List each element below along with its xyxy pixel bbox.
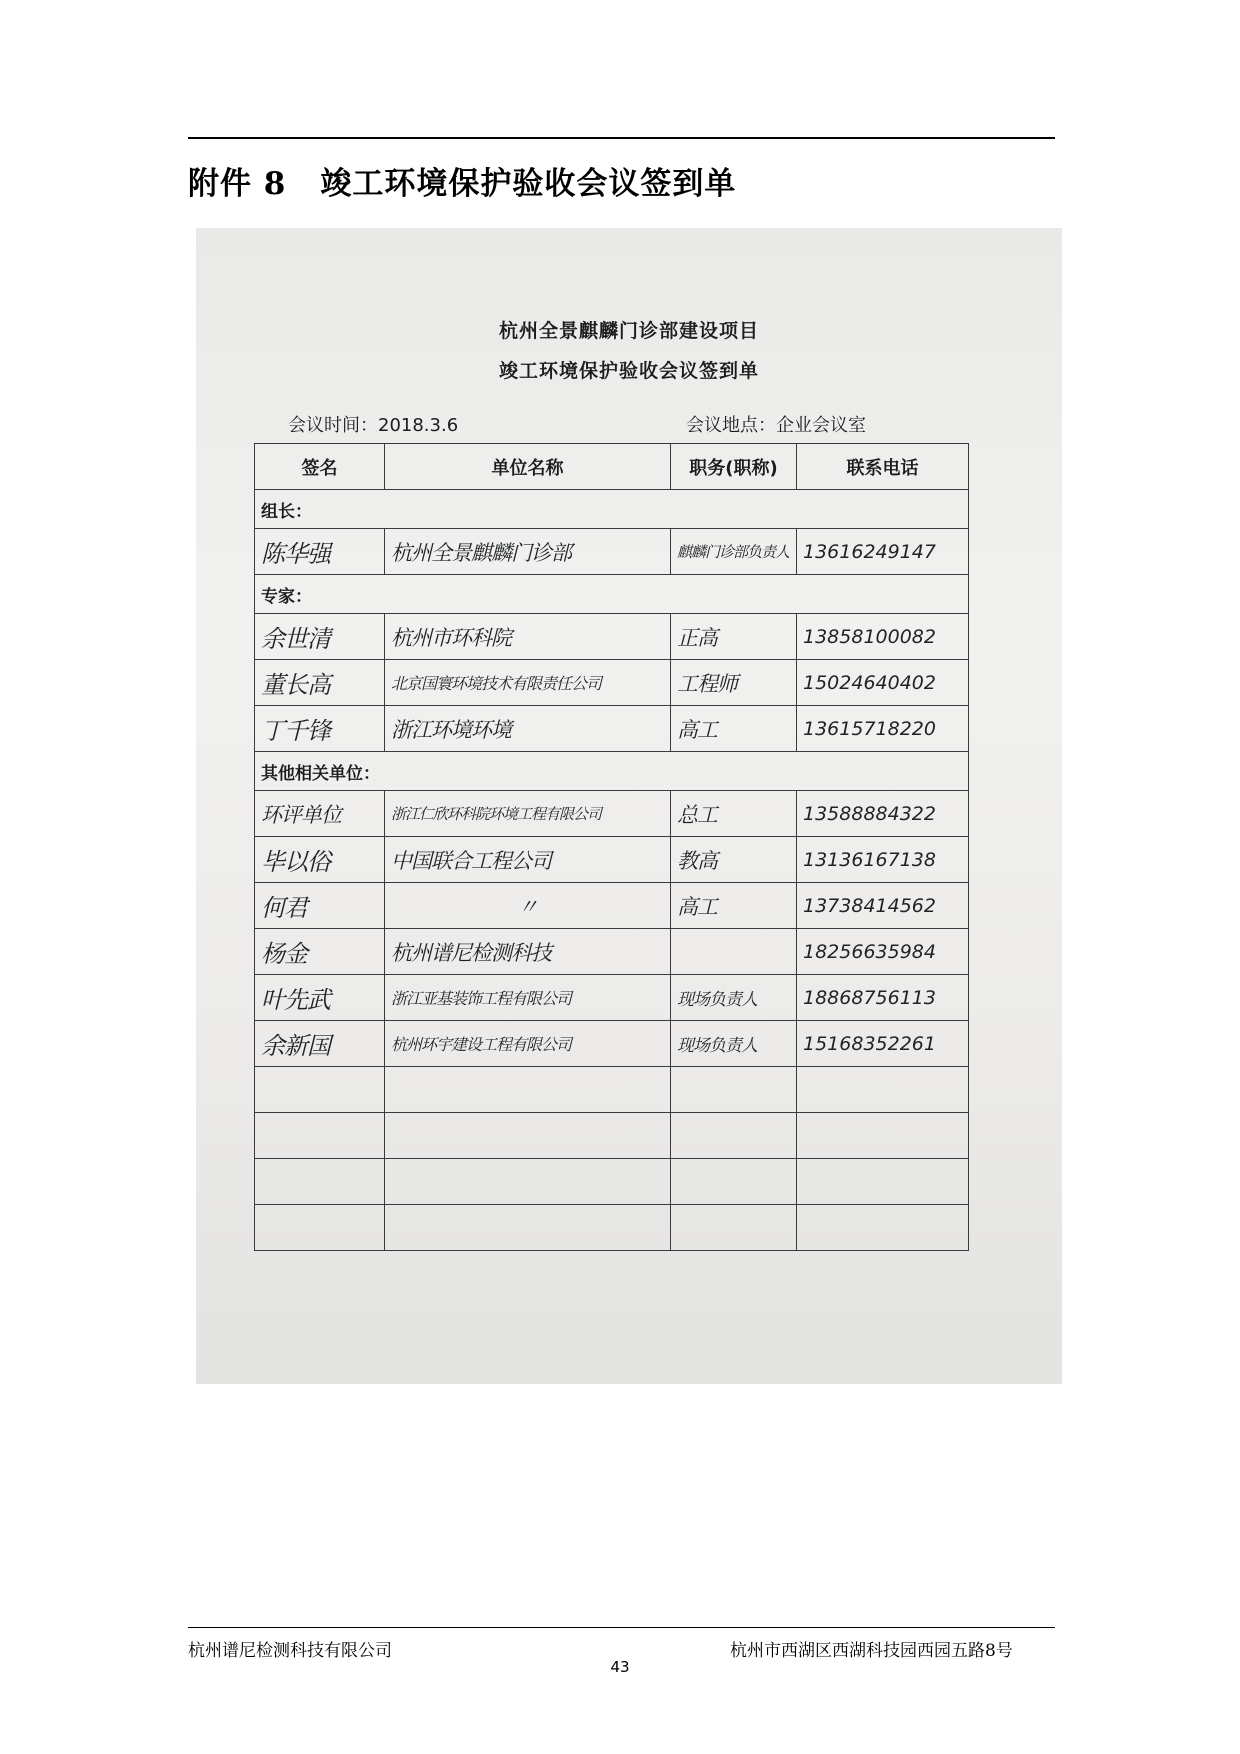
unit-cell: 杭州市环科院 (385, 614, 671, 660)
attachment-number: 附件 8 (188, 166, 287, 202)
footer-company: 杭州谱尼检测科技有限公司 (188, 1641, 392, 1661)
section-row (255, 490, 969, 529)
title-cell: 麒麟门诊部负责人 (671, 529, 797, 575)
signature-cell: 叶先武 (255, 975, 385, 1021)
phone-cell: 15024640402 (797, 660, 969, 706)
column-header: 职务(职称) (671, 444, 797, 490)
phone-cell: 13858100082 (797, 614, 969, 660)
title-cell: 现场负责人 (671, 1021, 797, 1067)
table-row (255, 837, 969, 883)
title-cell: 高工 (671, 883, 797, 929)
page-number: 43 (610, 1658, 630, 1676)
empty-row (255, 1113, 969, 1159)
signature-cell: 余新国 (255, 1021, 385, 1067)
empty-row (255, 1159, 969, 1205)
signature-cell: 毕以俗 (255, 837, 385, 883)
attachment-title: 竣工环境保护验收会议签到单 (320, 166, 737, 202)
footer-address: 杭州市西湖区西湖科技园西园五路8号 (730, 1641, 1013, 1661)
title-cell: 教高 (671, 837, 797, 883)
meeting-time: 会议时间：2018.3.6 (288, 415, 459, 436)
column-header: 签名 (255, 444, 385, 490)
top-rule (188, 137, 1055, 139)
section-label-leader: 组长： (255, 490, 969, 529)
header-row (255, 444, 969, 490)
phone-cell: 13588884322 (797, 791, 969, 837)
title-cell (671, 929, 797, 975)
sign-in-table (254, 443, 969, 1251)
phone-cell: 18868756113 (797, 975, 969, 1021)
sign-in-sheet-photo (196, 228, 1062, 1384)
signature-cell: 何君 (255, 883, 385, 929)
unit-cell: 杭州全景麒麟门诊部 (385, 529, 671, 575)
column-header: 联系电话 (797, 444, 969, 490)
meeting-place: 会议地点：企业会议室 (686, 415, 866, 436)
section-row (255, 575, 969, 614)
unit-cell: 浙江亚基装饰工程有限公司 (385, 975, 671, 1021)
title-cell: 正高 (671, 614, 797, 660)
phone-cell: 13615718220 (797, 706, 969, 752)
title-cell: 现场负责人 (671, 975, 797, 1021)
table-row (255, 614, 969, 660)
table-row (255, 929, 969, 975)
table-row (255, 706, 969, 752)
unit-cell: 浙江仁欣环科院环境工程有限公司 (385, 791, 671, 837)
column-header: 单位名称 (385, 444, 671, 490)
table-row (255, 529, 969, 575)
section-label-experts: 专家： (255, 575, 969, 614)
unit-cell: 杭州环宇建设工程有限公司 (385, 1021, 671, 1067)
phone-cell: 13136167138 (797, 837, 969, 883)
unit-cell: 中国联合工程公司 (385, 837, 671, 883)
title-cell: 总工 (671, 791, 797, 837)
phone-cell: 13616249147 (797, 529, 969, 575)
signature-cell: 余世清 (255, 614, 385, 660)
empty-row (255, 1205, 969, 1251)
signature-cell: 陈华强 (255, 529, 385, 575)
unit-cell: 杭州谱尼检测科技 (385, 929, 671, 975)
table-row (255, 660, 969, 706)
table-row (255, 1021, 969, 1067)
table-row (255, 791, 969, 837)
signature-cell: 杨金 (255, 929, 385, 975)
unit-cell: 〃 (385, 883, 671, 929)
table-row (255, 975, 969, 1021)
title-cell: 工程师 (671, 660, 797, 706)
footer-rule (188, 1627, 1055, 1628)
table-row (255, 883, 969, 929)
title-cell: 高工 (671, 706, 797, 752)
signature-cell: 丁千锋 (255, 706, 385, 752)
section-row (255, 752, 969, 791)
phone-cell: 13738414562 (797, 883, 969, 929)
phone-cell: 15168352261 (797, 1021, 969, 1067)
unit-cell: 北京国寰环境技术有限责任公司 (385, 660, 671, 706)
sheet-subtitle: 竣工环境保护验收会议签到单 (498, 360, 759, 382)
unit-cell: 浙江环境环境 (385, 706, 671, 752)
signature-cell: 董长高 (255, 660, 385, 706)
section-label-others: 其他相关单位： (255, 752, 969, 791)
signature-cell: 环评单位 (255, 791, 385, 837)
phone-cell: 18256635984 (797, 929, 969, 975)
page-heading (188, 158, 736, 203)
empty-row (255, 1067, 969, 1113)
sheet-title: 杭州全景麒麟门诊部建设项目 (498, 320, 759, 342)
